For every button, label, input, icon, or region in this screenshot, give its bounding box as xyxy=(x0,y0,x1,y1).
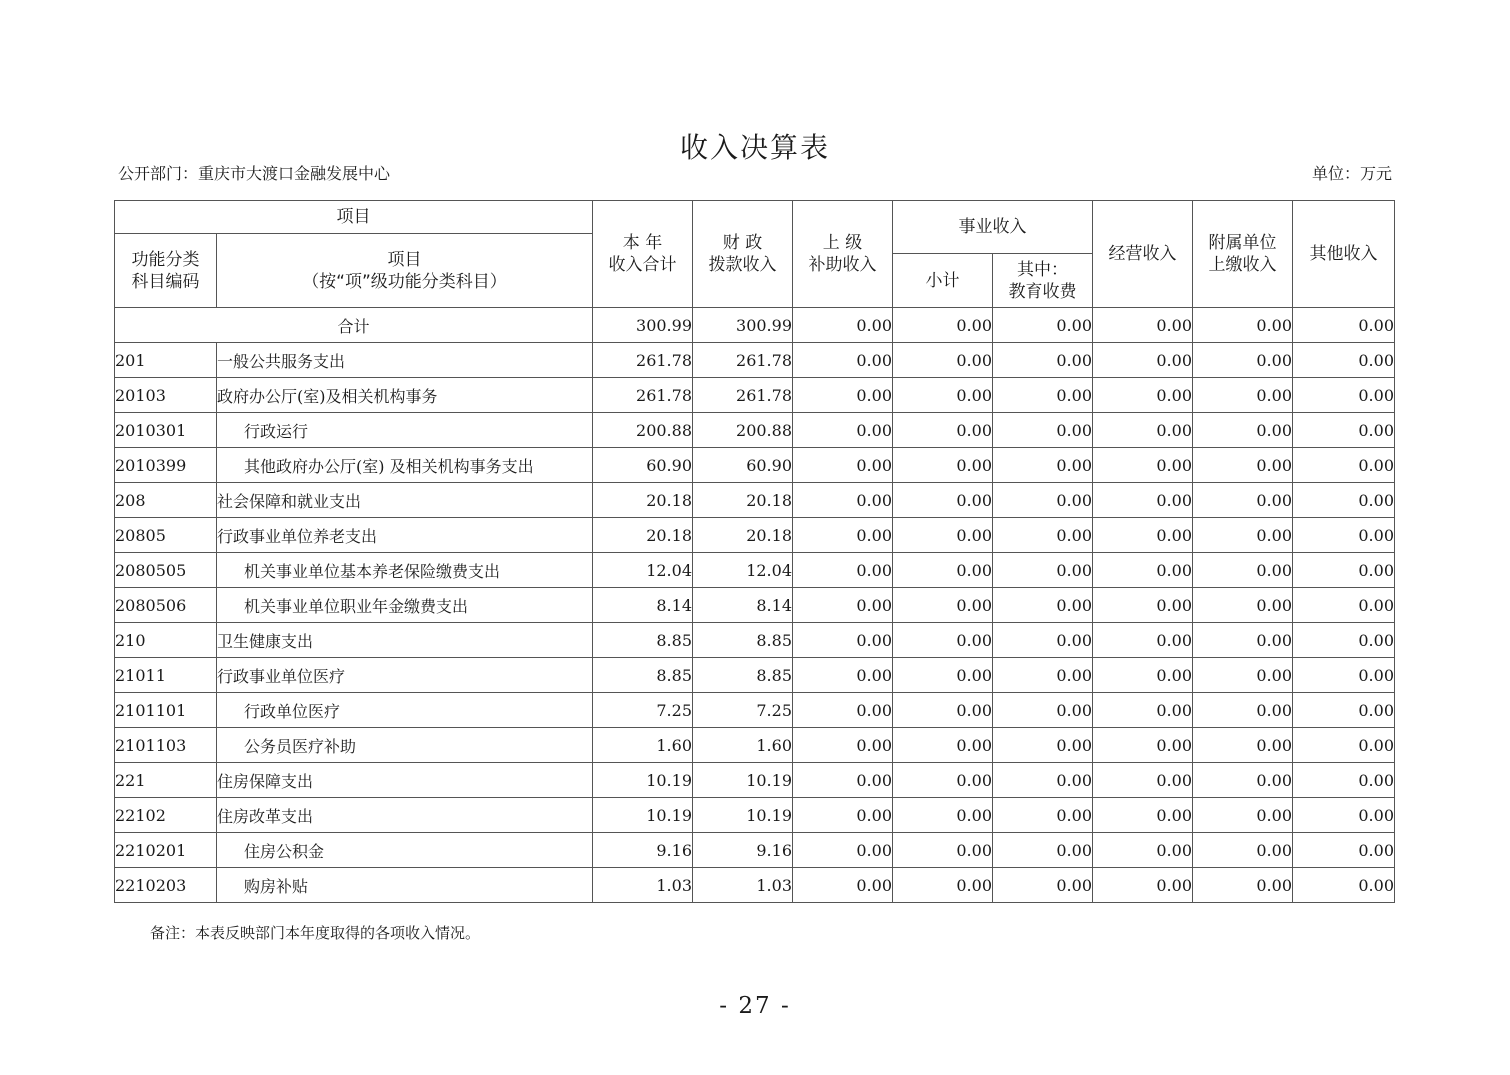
header-edu-line1: 其中： xyxy=(1017,259,1068,280)
header-total-line1: 本 年 xyxy=(622,233,663,253)
header-fiscal-line1: 财 政 xyxy=(722,233,763,253)
row-value: 9.16 xyxy=(693,833,793,868)
row-value: 0.00 xyxy=(993,763,1093,798)
table-note: 备注：本表反映部门本年度取得的各项收入情况。 xyxy=(150,924,481,942)
row-value: 0.00 xyxy=(1093,763,1193,798)
row-code: 20805 xyxy=(115,518,217,553)
row-code: 201 xyxy=(115,343,217,378)
total-value: 0.00 xyxy=(893,308,993,343)
row-value: 1.60 xyxy=(593,728,693,763)
page-title: 收入决算表 xyxy=(679,131,830,164)
header-edu xyxy=(993,254,1093,308)
row-value: 0.00 xyxy=(1193,588,1293,623)
row-value: 200.88 xyxy=(593,413,693,448)
row-value: 0.00 xyxy=(1093,343,1193,378)
table-row xyxy=(115,413,1395,448)
row-value: 0.00 xyxy=(1093,833,1193,868)
row-value: 261.78 xyxy=(693,378,793,413)
row-name: 行政单位医疗 xyxy=(217,693,593,728)
table-row xyxy=(115,693,1395,728)
income-table xyxy=(114,200,1395,903)
row-value: 0.00 xyxy=(793,378,893,413)
table-row xyxy=(115,833,1395,868)
row-value: 0.00 xyxy=(993,343,1093,378)
row-value: 0.00 xyxy=(893,483,993,518)
row-value: 0.00 xyxy=(1093,413,1193,448)
row-name: 机关事业单位职业年金缴费支出 xyxy=(217,588,593,623)
row-value: 0.00 xyxy=(793,518,893,553)
row-name: 购房补贴 xyxy=(217,868,593,903)
row-value: 0.00 xyxy=(793,483,893,518)
row-code: 2101101 xyxy=(115,693,217,728)
row-value: 0.00 xyxy=(793,833,893,868)
row-value: 0.00 xyxy=(1193,343,1293,378)
row-value: 10.19 xyxy=(693,763,793,798)
row-value: 0.00 xyxy=(793,413,893,448)
row-value: 0.00 xyxy=(1093,378,1193,413)
row-value: 8.14 xyxy=(593,588,693,623)
row-code: 2210201 xyxy=(115,833,217,868)
row-value: 0.00 xyxy=(1193,728,1293,763)
row-value: 0.00 xyxy=(1293,378,1395,413)
row-value: 0.00 xyxy=(893,343,993,378)
row-value: 0.00 xyxy=(993,798,1093,833)
row-value: 0.00 xyxy=(1093,553,1193,588)
row-value: 9.16 xyxy=(593,833,693,868)
row-name: 住房改革支出 xyxy=(217,798,593,833)
row-value: 0.00 xyxy=(793,728,893,763)
row-code: 2010301 xyxy=(115,413,217,448)
header-affiliated-line1: 附属单位 xyxy=(1208,233,1277,253)
row-value: 0.00 xyxy=(893,623,993,658)
table-row xyxy=(115,868,1395,903)
row-name: 行政事业单位养老支出 xyxy=(217,518,593,553)
row-value: 0.00 xyxy=(893,378,993,413)
row-name: 机关事业单位基本养老保险缴费支出 xyxy=(217,553,593,588)
header-total xyxy=(593,201,693,308)
row-value: 0.00 xyxy=(1293,693,1395,728)
row-value: 0.00 xyxy=(893,518,993,553)
row-value: 0.00 xyxy=(1093,728,1193,763)
row-value: 10.19 xyxy=(593,763,693,798)
row-value: 0.00 xyxy=(1093,658,1193,693)
row-value: 12.04 xyxy=(593,553,693,588)
row-value: 0.00 xyxy=(793,623,893,658)
row-value: 8.85 xyxy=(593,623,693,658)
row-code: 2101103 xyxy=(115,728,217,763)
header-name xyxy=(217,234,593,308)
row-value: 0.00 xyxy=(1193,658,1293,693)
row-value: 0.00 xyxy=(1193,763,1293,798)
row-name: 卫生健康支出 xyxy=(217,623,593,658)
row-value: 0.00 xyxy=(1193,833,1293,868)
header-name-line1: 项目 xyxy=(387,249,422,270)
header-fiscal xyxy=(693,201,793,308)
row-value: 8.85 xyxy=(693,658,793,693)
table-row xyxy=(115,483,1395,518)
row-value: 0.00 xyxy=(793,553,893,588)
page-number: - 27 - xyxy=(719,993,791,1019)
header-item-group: 项目 xyxy=(115,201,593,234)
row-code: 2210203 xyxy=(115,868,217,903)
header-code-line1: 功能分类 xyxy=(131,249,200,270)
total-value: 0.00 xyxy=(993,308,1093,343)
table-row xyxy=(115,798,1395,833)
row-value: 0.00 xyxy=(793,658,893,693)
row-value: 0.00 xyxy=(893,448,993,483)
row-name: 行政事业单位医疗 xyxy=(217,658,593,693)
row-value: 0.00 xyxy=(993,518,1093,553)
row-value: 0.00 xyxy=(993,833,1093,868)
row-code: 20103 xyxy=(115,378,217,413)
row-name: 住房公积金 xyxy=(217,833,593,868)
header-name-line2: （按“项”级功能分类科目） xyxy=(302,271,507,292)
row-value: 0.00 xyxy=(893,588,993,623)
row-value: 0.00 xyxy=(1193,413,1293,448)
row-value: 0.00 xyxy=(1293,623,1395,658)
row-value: 0.00 xyxy=(993,448,1093,483)
row-value: 0.00 xyxy=(893,833,993,868)
row-value: 0.00 xyxy=(993,378,1093,413)
row-value: 0.00 xyxy=(993,588,1093,623)
row-value: 0.00 xyxy=(1193,448,1293,483)
row-value: 0.00 xyxy=(1293,728,1395,763)
table-row xyxy=(115,518,1395,553)
row-code: 210 xyxy=(115,623,217,658)
row-value: 0.00 xyxy=(893,658,993,693)
header-code xyxy=(115,234,217,308)
row-value: 0.00 xyxy=(793,588,893,623)
row-value: 0.00 xyxy=(993,483,1093,518)
total-value: 0.00 xyxy=(793,308,893,343)
header-total-line2: 收入合计 xyxy=(608,255,677,275)
row-value: 0.00 xyxy=(993,693,1093,728)
row-code: 21011 xyxy=(115,658,217,693)
row-value: 60.90 xyxy=(593,448,693,483)
row-value: 0.00 xyxy=(993,728,1093,763)
header-code-line2: 科目编码 xyxy=(131,271,200,292)
row-value: 0.00 xyxy=(1293,483,1395,518)
row-value: 261.78 xyxy=(593,378,693,413)
row-value: 0.00 xyxy=(1093,483,1193,518)
row-value: 0.00 xyxy=(1193,483,1293,518)
total-value: 0.00 xyxy=(1093,308,1193,343)
table-row xyxy=(115,378,1395,413)
row-code: 2080505 xyxy=(115,553,217,588)
row-value: 0.00 xyxy=(1293,763,1395,798)
row-value: 0.00 xyxy=(793,343,893,378)
row-value: 8.14 xyxy=(693,588,793,623)
row-value: 0.00 xyxy=(1293,343,1395,378)
row-value: 0.00 xyxy=(1093,623,1193,658)
row-name: 公务员医疗补助 xyxy=(217,728,593,763)
table-header xyxy=(115,201,1395,308)
row-value: 0.00 xyxy=(793,798,893,833)
row-value: 12.04 xyxy=(693,553,793,588)
header-edu-line2: 教育收费 xyxy=(1008,281,1077,302)
row-value: 8.85 xyxy=(693,623,793,658)
row-value: 0.00 xyxy=(1193,378,1293,413)
total-label: 合计 xyxy=(115,308,593,343)
row-value: 200.88 xyxy=(693,413,793,448)
row-code: 2080506 xyxy=(115,588,217,623)
row-value: 0.00 xyxy=(1093,518,1193,553)
table-row xyxy=(115,728,1395,763)
row-value: 0.00 xyxy=(893,413,993,448)
row-value: 0.00 xyxy=(793,693,893,728)
row-value: 0.00 xyxy=(1093,798,1193,833)
row-name: 行政运行 xyxy=(217,413,593,448)
header-operating: 经营收入 xyxy=(1093,201,1193,308)
total-value: 0.00 xyxy=(1293,308,1395,343)
row-value: 20.18 xyxy=(693,518,793,553)
row-value: 0.00 xyxy=(1193,553,1293,588)
table-row xyxy=(115,763,1395,798)
row-value: 261.78 xyxy=(693,343,793,378)
header-affiliated-line2: 上缴收入 xyxy=(1208,255,1277,275)
header-other: 其他收入 xyxy=(1293,201,1395,308)
row-value: 0.00 xyxy=(1193,623,1293,658)
row-value: 0.00 xyxy=(1293,833,1395,868)
row-value: 0.00 xyxy=(993,413,1093,448)
department-label: 公开部门：重庆市大渡口金融发展中心 xyxy=(118,164,391,183)
row-value: 0.00 xyxy=(993,553,1093,588)
row-value: 0.00 xyxy=(1193,518,1293,553)
header-superior-line1: 上 级 xyxy=(822,233,863,253)
row-value: 261.78 xyxy=(593,343,693,378)
row-value: 8.85 xyxy=(593,658,693,693)
header-fiscal-line2: 拨款收入 xyxy=(708,255,777,275)
row-value: 0.00 xyxy=(1293,518,1395,553)
table-row xyxy=(115,343,1395,378)
row-value: 0.00 xyxy=(993,658,1093,693)
row-code: 208 xyxy=(115,483,217,518)
row-value: 1.60 xyxy=(693,728,793,763)
row-value: 0.00 xyxy=(893,868,993,903)
row-value: 0.00 xyxy=(1093,693,1193,728)
row-value: 10.19 xyxy=(593,798,693,833)
row-value: 0.00 xyxy=(1293,448,1395,483)
row-name: 一般公共服务支出 xyxy=(217,343,593,378)
row-value: 0.00 xyxy=(1293,658,1395,693)
row-value: 0.00 xyxy=(1293,798,1395,833)
row-value: 7.25 xyxy=(593,693,693,728)
row-value: 0.00 xyxy=(1293,553,1395,588)
row-value: 0.00 xyxy=(1293,588,1395,623)
header-superior-line2: 补助收入 xyxy=(808,255,877,275)
total-value: 300.99 xyxy=(693,308,793,343)
row-value: 0.00 xyxy=(793,868,893,903)
total-row xyxy=(115,308,1395,343)
table-body xyxy=(115,308,1395,903)
row-value: 20.18 xyxy=(693,483,793,518)
total-value: 0.00 xyxy=(1193,308,1293,343)
row-value: 1.03 xyxy=(693,868,793,903)
row-name: 其他政府办公厅(室) 及相关机构事务支出 xyxy=(217,448,593,483)
header-career-group: 事业收入 xyxy=(893,201,1093,254)
row-value: 0.00 xyxy=(893,693,993,728)
total-value: 300.99 xyxy=(593,308,693,343)
row-name: 政府办公厅(室)及相关机构事务 xyxy=(217,378,593,413)
row-value: 0.00 xyxy=(1293,413,1395,448)
unit-label: 单位：万元 xyxy=(1311,164,1392,183)
row-value: 0.00 xyxy=(1093,868,1193,903)
row-value: 0.00 xyxy=(793,448,893,483)
table-row xyxy=(115,588,1395,623)
row-code: 2010399 xyxy=(115,448,217,483)
row-value: 0.00 xyxy=(1093,588,1193,623)
row-value: 0.00 xyxy=(1193,798,1293,833)
row-name: 住房保障支出 xyxy=(217,763,593,798)
row-value: 0.00 xyxy=(993,868,1093,903)
row-value: 10.19 xyxy=(693,798,793,833)
row-value: 1.03 xyxy=(593,868,693,903)
row-value: 20.18 xyxy=(593,483,693,518)
row-value: 0.00 xyxy=(993,623,1093,658)
row-value: 0.00 xyxy=(1193,693,1293,728)
row-value: 0.00 xyxy=(1093,448,1193,483)
table-row xyxy=(115,623,1395,658)
row-value: 7.25 xyxy=(693,693,793,728)
table-row xyxy=(115,658,1395,693)
header-affiliated xyxy=(1193,201,1293,308)
row-value: 0.00 xyxy=(1193,868,1293,903)
header-superior xyxy=(793,201,893,308)
header-subtotal: 小计 xyxy=(893,254,993,308)
row-value: 0.00 xyxy=(1293,868,1395,903)
row-name: 社会保障和就业支出 xyxy=(217,483,593,518)
row-value: 60.90 xyxy=(693,448,793,483)
row-code: 22102 xyxy=(115,798,217,833)
row-value: 0.00 xyxy=(893,728,993,763)
table-row xyxy=(115,448,1395,483)
row-value: 0.00 xyxy=(893,553,993,588)
row-code: 221 xyxy=(115,763,217,798)
table-row xyxy=(115,553,1395,588)
row-value: 20.18 xyxy=(593,518,693,553)
row-value: 0.00 xyxy=(893,798,993,833)
row-value: 0.00 xyxy=(893,763,993,798)
row-value: 0.00 xyxy=(793,763,893,798)
